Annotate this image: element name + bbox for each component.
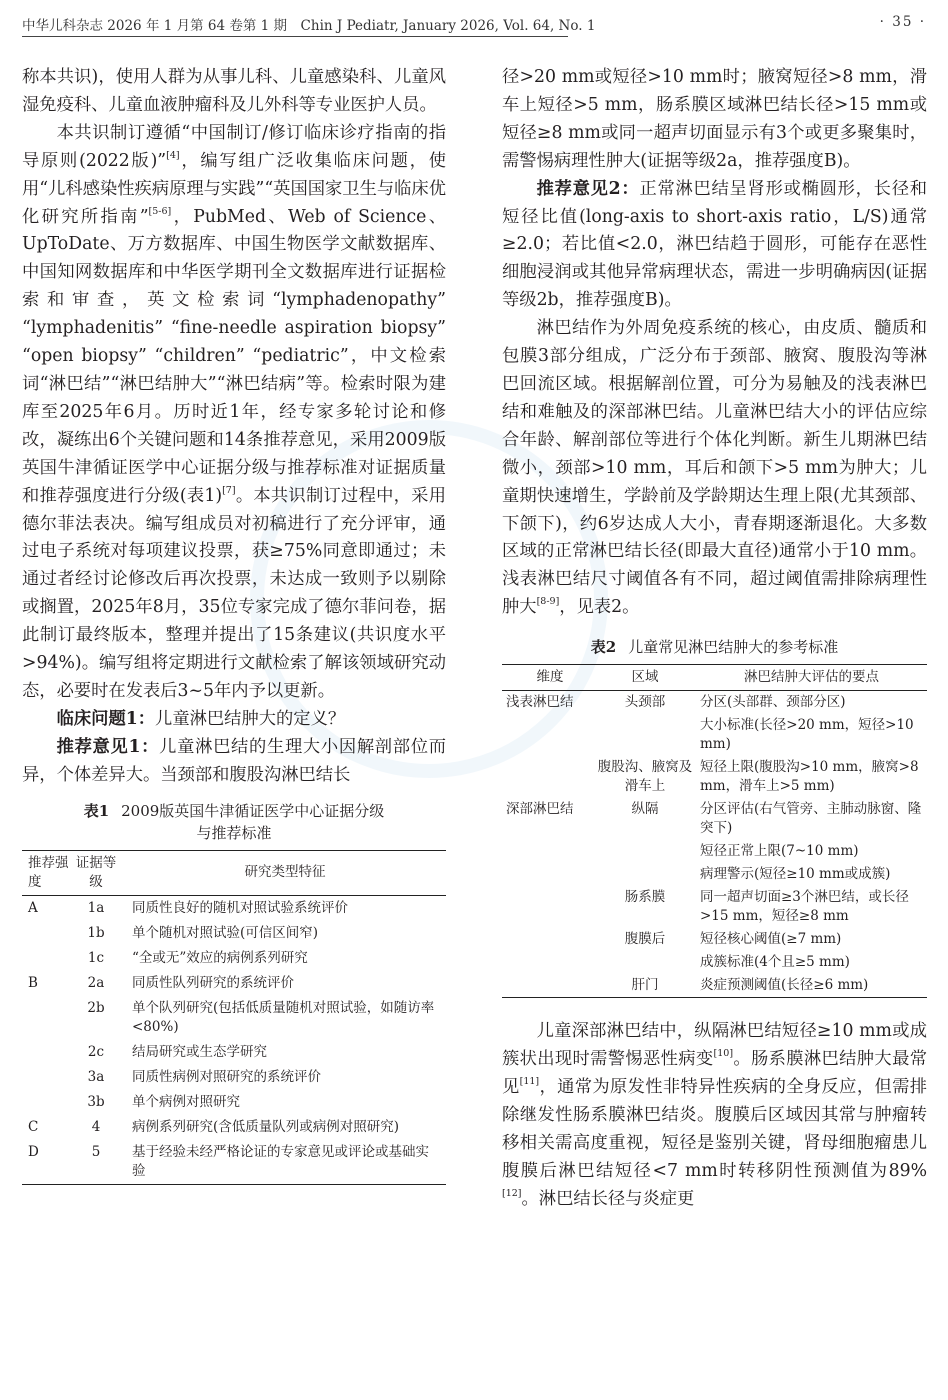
table-row — [502, 928, 927, 951]
table-cell: 深部淋巴结 — [506, 801, 574, 818]
table-row — [22, 1090, 446, 1115]
table-header-row — [502, 665, 927, 691]
citation: [5-6] — [148, 205, 172, 217]
table-cell: 同质性队列研究的系统评价 — [132, 974, 294, 991]
table-cell: 同质性良好的随机对照试验系统评价 — [132, 899, 348, 916]
table-row — [502, 691, 927, 715]
recommendation-label: 推荐意见2： — [536, 178, 640, 199]
table2-caption — [502, 636, 927, 658]
table-cell: 单个随机对照试验(可信区间窄) — [132, 924, 319, 941]
table-cell: 基于经验未经严格论证的专家意见或评论或基础实验 — [132, 1143, 429, 1179]
table-cell: 4 — [91, 1118, 101, 1135]
table-cell: 腹股沟、腋窝及滑车上 — [597, 759, 693, 795]
table-cell — [502, 951, 594, 974]
lymph-node-criteria-table — [502, 664, 927, 998]
journal-info: 中华儿科杂志 2026 年 1 月第 64 卷第 1 期 Chin J Pediatr, January 2026, Vol. 64, No. 1 — [22, 18, 596, 34]
table-row — [502, 840, 927, 863]
table-cell: 头颈部 — [624, 694, 666, 711]
table-row — [502, 798, 927, 840]
right-column — [502, 64, 927, 1213]
table-cell — [594, 951, 696, 974]
table-cell — [22, 921, 74, 946]
table-cell: 1b — [87, 924, 105, 941]
table-cell — [502, 886, 594, 928]
table-cell: C — [28, 1118, 39, 1135]
table-cell: D — [28, 1143, 39, 1160]
paragraph-methods: 本共识制订遵循“中国制订/修订临床诊疗指南的指导原则(2022版)”[4]，编写组广泛收集临床问题，使用“儿科感染性疾病原理与实践”“英国国家卫生与临床优化研究所指南”[5-6]，PubMed、Web of Science、UpToDate、万方数据库、中国生物医学文献数据库、中国知网数据库和中华医学期刊全文数据库进行证据检索和审查，英文检索词“lymphadenopathy” “lymphadenitis” “fine-needle aspiration biopsy” “open biopsy” “children” “pediatric”，中文检索词“淋巴结”“淋巴结肿大”“淋巴结病”等。检索时限为建库至2025年6月。历时近1年，经专家多轮讨论和修改，凝练出6个关键问题和14条推荐意见，采用2009版英国牛津循证医学中心证据分级与推荐标准对证据质量和推荐强度进行分级(表1)[7]。本共识制订过程中，采用德尔菲法表决。编写组成员对初稿进行了充分评审，通过电子系统对每项建议投票，获≥75%同意即通过；未通过者经讨论修改后再次投票，未达成一致则予以剔除或搁置，2025年8月，35位专家完成了德尔菲问卷，据此制订最终版本，整理并提出了15条建议(共识度水平>94%)。编写组将定期进行文献检索了解该领域研究动态，必要时在发表后3~5年内予以更新。 — [22, 122, 446, 701]
table-cell: 大小标准(长径>20 mm，短径>10 mm) — [700, 717, 914, 753]
table-row — [502, 756, 927, 798]
citation: [4] — [166, 149, 180, 161]
page-header — [22, 12, 930, 38]
citation: [11] — [519, 1075, 540, 1087]
table-cell — [502, 840, 594, 863]
table-cell — [22, 946, 74, 971]
table-cell — [594, 714, 696, 756]
table-cell: A — [28, 899, 38, 916]
table-cell — [502, 714, 594, 756]
table-cell: 3a — [87, 1068, 105, 1085]
table-cell: 单个病例对照研究 — [132, 1093, 240, 1110]
table-header-row — [22, 850, 446, 895]
citation: [12] — [502, 1187, 522, 1199]
table-cell: 分区(头部群、颈部分区) — [700, 694, 846, 711]
table-cell: B — [28, 974, 38, 991]
table-cell — [22, 1065, 74, 1090]
evidence-grading-table — [22, 850, 446, 1185]
column-header: 研究类型特征 — [118, 850, 446, 895]
table1-number: 表1 — [83, 801, 110, 820]
table-cell — [594, 840, 696, 863]
paragraph: 称本共识)，使用人群为从事儿科、儿童感染科、儿童风湿免疫科、儿童血液肿瘤科及儿外科等专业医护人员。 — [22, 67, 446, 115]
column-header: 区域 — [594, 665, 696, 691]
question-label: 临床问题1： — [56, 708, 156, 729]
table-cell: 2a — [87, 974, 105, 991]
citation: [7] — [222, 484, 236, 496]
table-row — [22, 1140, 446, 1185]
table-cell — [22, 1090, 74, 1115]
column-header: 推荐强度 — [22, 850, 74, 895]
table-cell: 纵隔 — [631, 801, 659, 818]
left-column — [22, 64, 446, 1185]
recommendation-1: 推荐意见1：儿童淋巴结的生理大小因解剖部位而异，个体差异大。当颈部和腹股沟淋巴结长 — [22, 736, 446, 785]
table-cell: “全或无”效应的病例系列研究 — [132, 949, 308, 966]
table-cell: 短径正常上限(7~10 mm) — [700, 843, 859, 860]
paragraph: 径>20 mm或短径>10 mm时；腋窝短径>8 mm，滑车上短径>5 mm，肠系膜区域淋巴结长径>15 mm或短径≥8 mm或同一超声切面显示有3个或更多聚集时，需警惕病理性肿大(证据等级2a，推荐强度B)。 — [502, 67, 927, 171]
table-cell: 分区评估(右气管旁、主肺动脉窗、隆突下) — [700, 801, 922, 837]
citation: [8-9] — [536, 596, 560, 608]
table-row — [22, 996, 446, 1040]
table-cell: 短径上限(腹股沟>10 mm，腋窝>8 mm，滑车上>5 mm) — [700, 759, 919, 795]
table2-number: 表2 — [590, 638, 617, 657]
table-cell: 3b — [87, 1093, 105, 1110]
table-cell: 结局研究或生态学研究 — [132, 1043, 267, 1060]
table-cell: 成簇标准(4个且≥5 mm) — [700, 954, 850, 971]
citation: [10] — [713, 1048, 734, 1060]
table-cell: 短径核心阈值(≥7 mm) — [700, 931, 842, 948]
table-cell: 病例系列研究(含低质量队列或病例对照研究) — [132, 1118, 400, 1135]
page-number: · 35 · — [879, 14, 926, 30]
table-cell — [502, 974, 594, 998]
table-row — [22, 971, 446, 996]
recommendation-2: 推荐意见2：正常淋巴结呈肾形或椭圆形，长径和短径比值(long-axis to short-axis ratio，L/S)通常≥2.0；若比值<2.0，淋巴结趋于圆形，可能存在恶性细胞浸润或其他异常病理状态，需进一步明确病因(证据等级2b，推荐强度B)。 — [502, 178, 927, 311]
table1-title-line2: 与推荐标准 — [196, 823, 272, 842]
table-cell: 肠系膜 — [624, 889, 666, 906]
table-cell: 肝门 — [631, 977, 659, 994]
paragraph-deep-nodes: 儿童深部淋巴结中，纵隔淋巴结短径≥10 mm或成簇状出现时需警惕恶性病变[10]。肠系膜淋巴结肿大最常见[11]，通常为原发性非特异性疾病的全身反应，但需排除继发性肠系膜淋巴结炎。腹膜后区域因其常与肿瘤转移相关需高度重视，短径是鉴别关键，肾母细胞瘤患儿腹膜后淋巴结短径<7 mm时转移阴性预测值为89%[12]。淋巴结长径与炎症更 — [502, 1021, 927, 1209]
table-row — [22, 895, 446, 921]
table-row — [502, 886, 927, 928]
table-row — [22, 946, 446, 971]
table-cell: 1a — [87, 899, 105, 916]
column-header: 维度 — [502, 665, 594, 691]
table-cell: 腹膜后 — [624, 931, 666, 948]
table-cell: 浅表淋巴结 — [506, 694, 574, 711]
paragraph-anatomy: 淋巴结作为外周免疫系统的核心，由皮质、髓质和包膜3部分组成，广泛分布于颈部、腋窝、腹股沟等淋巴回流区域。根据解剖位置，可分为易触及的浅表淋巴结和难触及的深部淋巴结。儿童淋巴结大小的评估应综合年龄、解剖部位等进行个体化判断。新生儿期淋巴结微小，颈部>10 mm，耳后和颌下>5 mm为肿大；儿童期快速增生，学龄前及学龄期达生理上限(尤其颈部、下颌下)，约6岁达成人大小，青春期逐渐退化。大多数区域的正常淋巴结长径(即最大直径)通常小于10 mm。浅表淋巴结尺寸阈值各有不同，超过阈值需排除病理性肿大[8-9]，见表2。 — [502, 318, 927, 618]
table-cell — [502, 756, 594, 798]
table2-title: 儿童常见淋巴结肿大的参考标准 — [628, 638, 839, 657]
clinical-question-1: 临床问题1：儿童淋巴结肿大的定义？ — [56, 708, 346, 729]
table-cell: 同质性病例对照研究的系统评价 — [132, 1068, 321, 1085]
column-header: 证据等级 — [74, 850, 118, 895]
table1-caption — [22, 800, 446, 844]
table-row — [502, 714, 927, 756]
table-row — [502, 974, 927, 998]
table-cell — [22, 996, 74, 1040]
table-cell: 病理警示(短径≥10 mm或成簇) — [700, 866, 891, 883]
table-row — [22, 921, 446, 946]
table-row — [22, 1115, 446, 1140]
table-cell — [502, 863, 594, 886]
table-row — [502, 951, 927, 974]
table-cell: 2c — [87, 1043, 105, 1060]
recommendation-label: 推荐意见1： — [56, 736, 160, 757]
table-cell — [22, 1040, 74, 1065]
table-cell: 2b — [87, 999, 105, 1016]
table-cell: 同一超声切面≥3个淋巴结，或长径>15 mm，短径≥8 mm — [700, 889, 909, 925]
table-row — [502, 863, 927, 886]
table-cell — [594, 863, 696, 886]
table-cell: 5 — [91, 1143, 101, 1160]
table-row — [22, 1065, 446, 1090]
table-cell: 炎症预测阈值(长径≥6 mm) — [700, 977, 869, 994]
header-underline — [22, 36, 568, 37]
column-header: 淋巴结肿大评估的要点 — [696, 665, 927, 691]
table-cell: 单个队列研究(包括低质量随机对照试验，如随访率<80%) — [132, 999, 435, 1035]
table-row — [22, 1040, 446, 1065]
table-cell: 1c — [87, 949, 105, 966]
table-cell — [502, 928, 594, 951]
table1-title-line1: 2009版英国牛津循证医学中心证据分级 — [121, 801, 385, 820]
